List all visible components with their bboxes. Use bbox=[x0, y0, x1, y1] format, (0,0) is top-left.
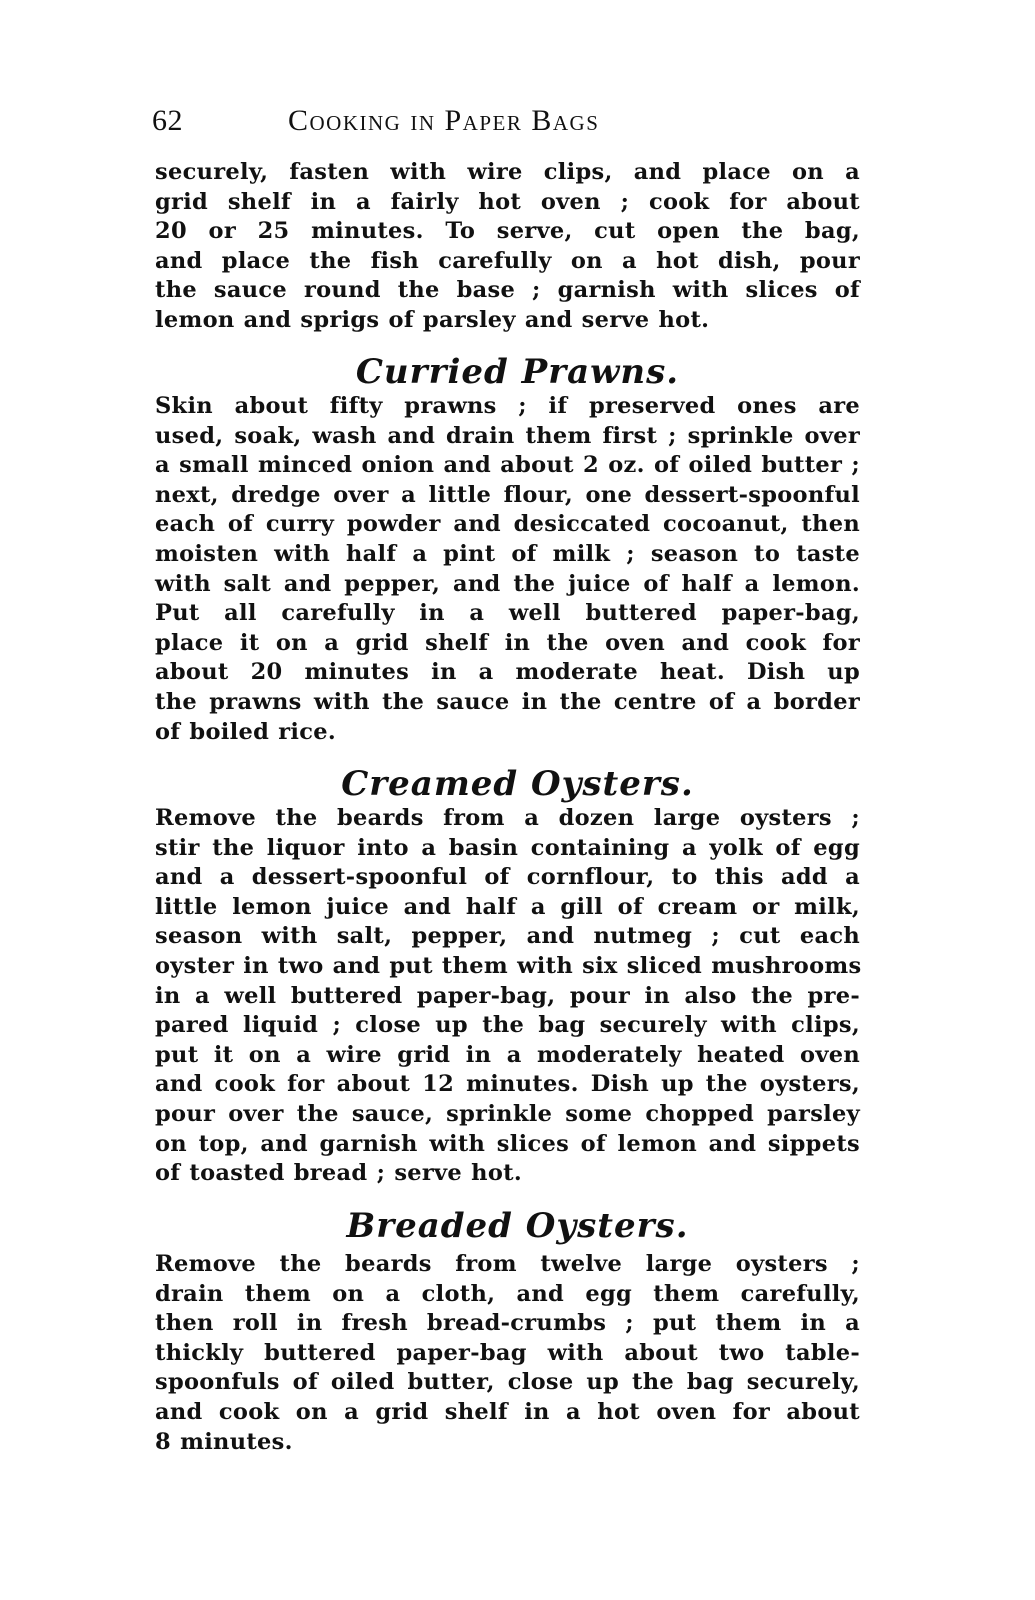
text-line: of toasted bread ; serve hot. bbox=[155, 1160, 522, 1187]
text-line: pour over the sauce, sprinkle some chopped parsley bbox=[155, 1100, 860, 1127]
text-line: and place the fish carefully on a hot dish, pour bbox=[155, 247, 860, 274]
text-line: season with salt, pepper, and nutmeg ; cut each bbox=[155, 923, 860, 950]
recipe-body-breaded-oysters bbox=[155, 1250, 860, 1457]
text-line: the sauce round the base ; garnish with slices of bbox=[155, 277, 860, 304]
text-line: 8 minutes. bbox=[155, 1428, 293, 1455]
text-line: stir the liquor into a basin containing a yolk of egg bbox=[155, 834, 860, 861]
text-line: on top, and garnish with slices of lemon and sippets bbox=[155, 1130, 860, 1157]
text-line: in a well buttered paper-bag, pour in also the pre- bbox=[155, 982, 860, 1009]
text-line: pared liquid ; close up the bag securely with clips, bbox=[155, 1012, 860, 1039]
continuation-paragraph bbox=[155, 158, 860, 336]
page-number: 62 bbox=[152, 104, 183, 137]
text-line: Remove the beards from a dozen large oysters ; bbox=[155, 805, 860, 831]
recipe-body-creamed-oysters bbox=[155, 804, 860, 1189]
running-head bbox=[152, 104, 752, 144]
text-line: and cook for about 12 minutes. Dish up the oysters, bbox=[155, 1071, 860, 1098]
text-line: the prawns with the sauce in the centre of a border bbox=[155, 688, 860, 715]
text-line: and a dessert-spoonful of cornflour, to this add a bbox=[155, 864, 860, 891]
text-line: little lemon juice and half a gill of cream or milk, bbox=[155, 893, 860, 920]
text-line: place it on a grid shelf in the oven and cook for bbox=[155, 629, 860, 656]
text-line: oyster in two and put them with six sliced mushrooms bbox=[155, 952, 862, 979]
text-line: and cook on a grid shelf in a hot oven for about bbox=[155, 1398, 860, 1425]
text-line: with salt and pepper, and the juice of half a lemon. bbox=[155, 570, 860, 597]
text-line: securely, fasten with wire clips, and place on a bbox=[155, 159, 860, 185]
text-line: drain them on a cloth, and egg them carefully, bbox=[155, 1280, 860, 1307]
recipe-heading-creamed-oysters: Creamed Oysters. bbox=[341, 764, 694, 804]
text-line: spoonfuls of oiled butter, close up the bag securely, bbox=[155, 1369, 860, 1396]
text-line: put it on a wire grid in a moderately heated oven bbox=[155, 1041, 860, 1068]
text-line: grid shelf in a fairly hot oven ; cook for about bbox=[155, 188, 860, 215]
text-line: 20 or 25 minutes. To serve, cut open the bag, bbox=[155, 218, 860, 245]
text-line: each of curry powder and desiccated cocoanut, then bbox=[155, 511, 860, 538]
text-line: next, dredge over a little flour, one dessert-spoonful bbox=[155, 481, 860, 508]
text-line: Skin about fifty prawns ; if preserved ones are bbox=[155, 393, 860, 419]
recipe-body-curried-prawns bbox=[155, 392, 860, 747]
running-head-title: Cooking in Paper Bags bbox=[288, 104, 600, 137]
text-line: Put all carefully in a well buttered paper-bag, bbox=[155, 600, 860, 627]
text-line: a small minced onion and about 2 oz. of oiled butter ; bbox=[155, 452, 860, 479]
text-line: of boiled rice. bbox=[155, 718, 336, 745]
text-line: moisten with half a pint of milk ; season to taste bbox=[155, 540, 860, 567]
text-line: lemon and sprigs of parsley and serve hot. bbox=[155, 306, 710, 333]
text-line: then roll in fresh bread-crumbs ; put them in a bbox=[155, 1310, 860, 1337]
text-line: about 20 minutes in a moderate heat. Dish up bbox=[155, 659, 860, 686]
recipe-heading-breaded-oysters: Breaded Oysters. bbox=[346, 1206, 689, 1246]
text-line: used, soak, wash and drain them first ; sprinkle over bbox=[155, 422, 860, 449]
text-line: thickly buttered paper-bag with about two table- bbox=[155, 1339, 860, 1366]
text-line: Remove the beards from twelve large oysters ; bbox=[155, 1251, 860, 1277]
recipe-heading-curried-prawns: Curried Prawns. bbox=[355, 352, 680, 392]
